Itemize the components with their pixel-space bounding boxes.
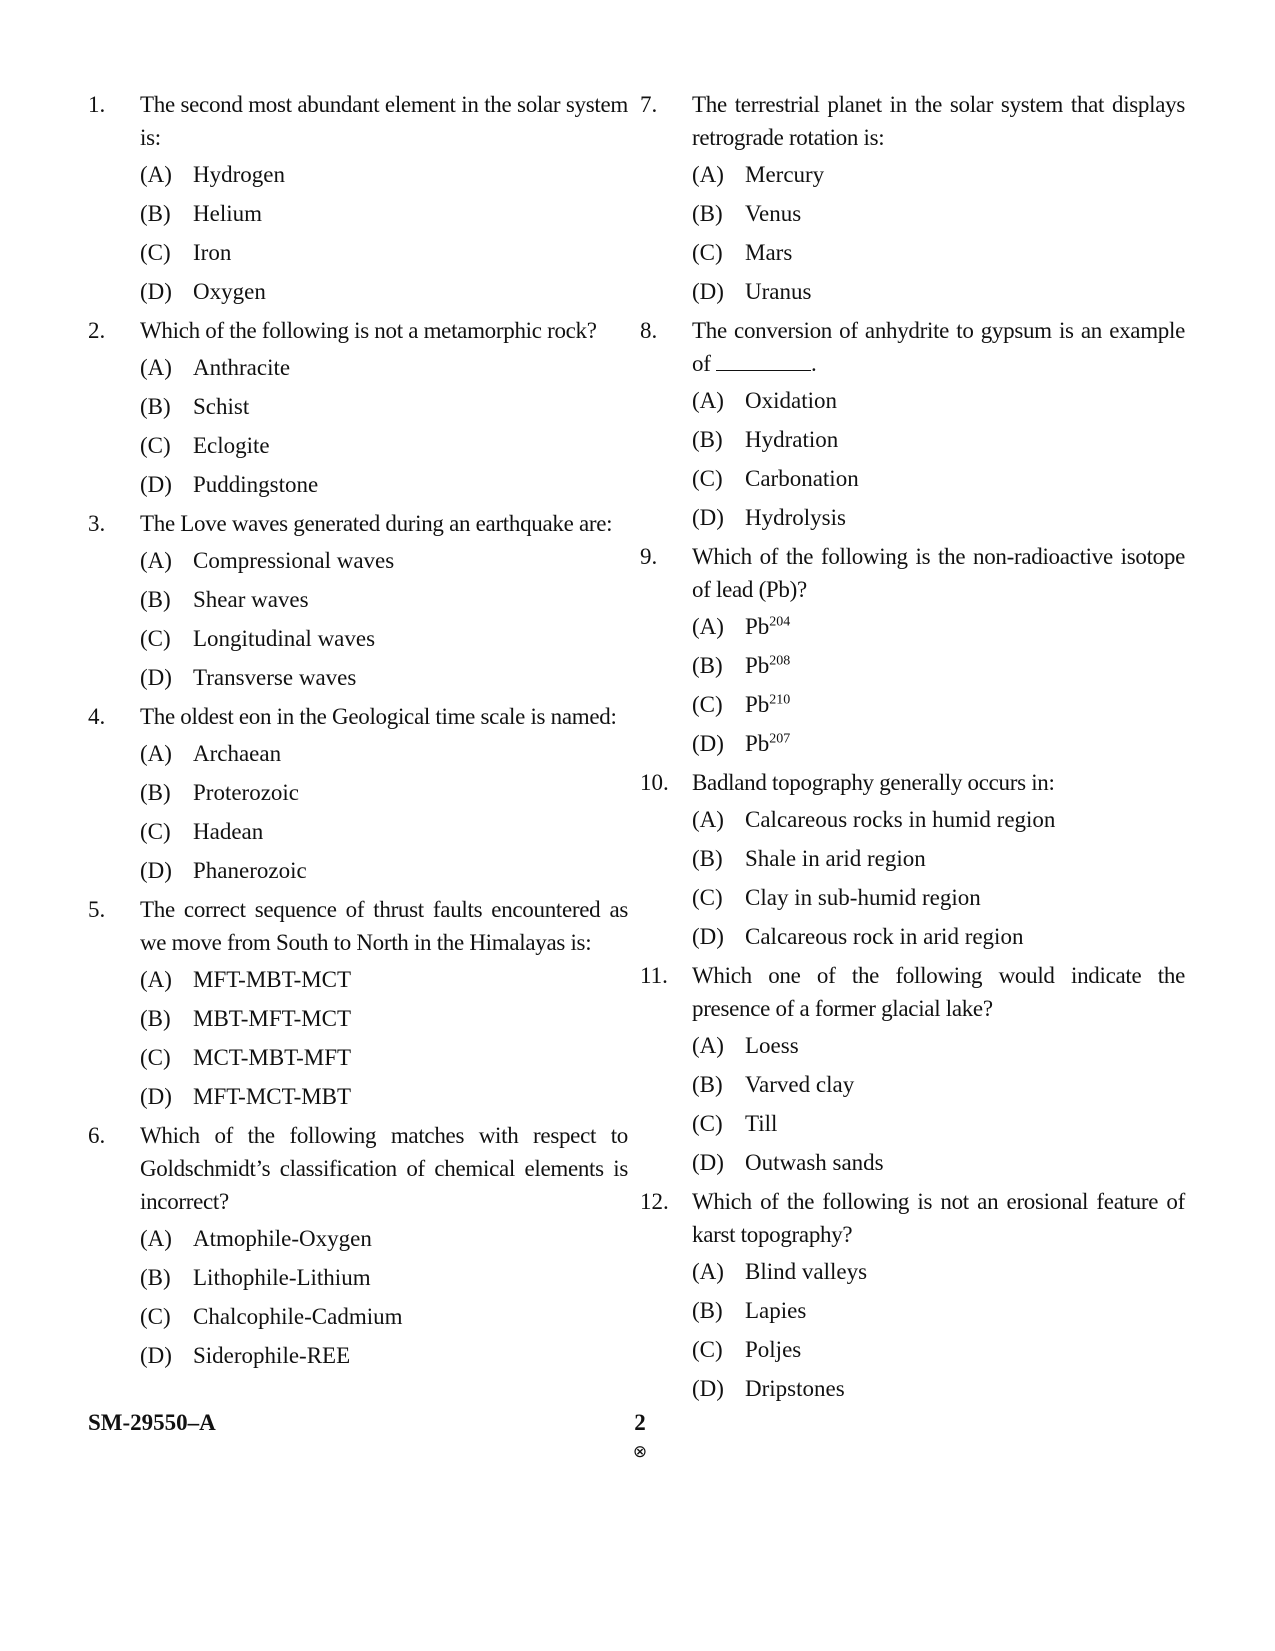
option-label: (A): [140, 1226, 172, 1251]
option-c: [692, 1106, 1185, 1142]
option-text: Lapies: [745, 1298, 807, 1323]
option-label: (C): [692, 466, 723, 491]
isotope-mass: 208: [769, 653, 791, 669]
option-text: Loess: [745, 1033, 799, 1058]
option-a: [692, 1028, 1185, 1064]
option-a: [140, 736, 628, 772]
option-text: Siderophile-REE: [193, 1343, 351, 1368]
option-c: [140, 428, 628, 464]
option-c: [692, 687, 1185, 723]
question-text: The second most abundant element in the solar system is:: [140, 92, 628, 150]
question-text: The correct sequence of thrust faults encountered as we move from South to North in the Himalayas is:: [140, 897, 628, 955]
option-b: [692, 1293, 1185, 1329]
option-text: Clay in sub-humid region: [745, 885, 981, 910]
option-b: [140, 389, 628, 425]
option-text: MCT-MBT-MFT: [193, 1045, 352, 1070]
question-text-suffix: .: [811, 351, 817, 376]
option-a: [692, 609, 1185, 645]
option-text: Archaean: [193, 741, 282, 766]
option-a: [140, 543, 628, 579]
question-9: [640, 540, 1185, 762]
option-d: [140, 1079, 628, 1115]
question-number: 3.: [88, 511, 106, 536]
option-d: [140, 853, 628, 889]
option-label: (A): [140, 355, 172, 380]
option-label: (B): [140, 780, 171, 805]
option-label: (A): [140, 741, 172, 766]
option-c: [140, 1040, 628, 1076]
option-label: (D): [140, 858, 172, 883]
option-label: (B): [692, 427, 723, 452]
option-label: (A): [692, 614, 724, 639]
question-number: 8.: [640, 318, 658, 343]
option-c: [692, 235, 1185, 271]
option-label: (D): [692, 505, 724, 530]
option-label: (A): [692, 388, 724, 413]
option-a: [692, 802, 1185, 838]
element-symbol: Pb: [745, 731, 770, 756]
option-text: Eclogite: [193, 433, 270, 458]
left-column: [88, 88, 628, 1374]
option-label: (B): [692, 201, 723, 226]
option-label: (A): [692, 1033, 724, 1058]
booklet-code: SM-29550–A: [88, 1410, 216, 1435]
option-label: (D): [140, 665, 172, 690]
option-text: Calcareous rock in arid region: [745, 924, 1024, 949]
question-number: 2.: [88, 318, 106, 343]
option-label: (A): [140, 548, 172, 573]
option-d: [692, 274, 1185, 310]
option-a: [692, 383, 1185, 419]
option-text: Proterozoic: [193, 780, 300, 805]
option-text: Hydration: [745, 427, 839, 452]
option-label: (C): [692, 692, 723, 717]
option-text: Oxidation: [745, 388, 837, 413]
isotope-mass: 207: [769, 731, 791, 747]
option-text: Longitudinal waves: [193, 626, 376, 651]
question-4: [88, 700, 628, 889]
option-d: [692, 726, 1185, 762]
question-text: The oldest eon in the Geological time scale is named:: [140, 704, 617, 729]
option-text: Dripstones: [745, 1376, 845, 1401]
question-8: [640, 314, 1185, 536]
option-text: Shear waves: [193, 587, 309, 612]
isotope-mass: 204: [769, 614, 791, 630]
option-label: (C): [692, 885, 723, 910]
option-text: Till: [745, 1111, 778, 1136]
option-label: (A): [692, 807, 724, 832]
option-d: [692, 919, 1185, 955]
option-label: (B): [140, 394, 171, 419]
option-label: (D): [140, 1343, 172, 1368]
option-label: (D): [140, 472, 172, 497]
option-text: Shale in arid region: [745, 846, 926, 871]
answer-blank: [716, 350, 811, 371]
option-text: Lithophile-Lithium: [193, 1265, 371, 1290]
option-text: Atmophile-Oxygen: [193, 1226, 372, 1251]
question-6: [88, 1119, 628, 1374]
question-text: The terrestrial planet in the solar system that displays retrograde rotation is:: [692, 92, 1185, 150]
option-text: Puddingstone: [193, 472, 319, 497]
option-d: [140, 274, 628, 310]
option-text: MFT-MBT-MCT: [193, 967, 352, 992]
option-c: [140, 235, 628, 271]
option-label: (C): [140, 433, 171, 458]
question-number: 5.: [88, 897, 106, 922]
option-text: Chalcophile-Cadmium: [193, 1304, 403, 1329]
question-text: Which one of the following would indicate the presence of a former glacial lake?: [692, 963, 1185, 1021]
question-2: [88, 314, 628, 503]
option-label: (C): [140, 626, 171, 651]
option-label: (D): [692, 1376, 724, 1401]
option-d: [692, 1371, 1185, 1407]
option-text: Poljes: [745, 1337, 802, 1362]
question-11: [640, 959, 1185, 1181]
isotope-mass: 210: [769, 692, 791, 708]
question-text: Which of the following is the non-radioactive isotope of lead (Pb)?: [692, 544, 1185, 602]
option-label: (B): [692, 653, 723, 678]
question-number: 12.: [640, 1189, 669, 1214]
option-text: Compressional waves: [193, 548, 395, 573]
option-b: [692, 196, 1185, 232]
option-label: (C): [140, 819, 171, 844]
option-c: [692, 461, 1185, 497]
question-number: 11.: [640, 963, 668, 988]
option-a: [140, 1221, 628, 1257]
option-text: Iron: [193, 240, 232, 265]
question-number: 1.: [88, 92, 106, 117]
option-label: (C): [140, 240, 171, 265]
right-column: [640, 88, 1185, 1407]
option-text: Hydrolysis: [745, 505, 846, 530]
option-text: MBT-MFT-MCT: [193, 1006, 352, 1031]
option-text: [745, 687, 1185, 723]
option-label: (B): [140, 201, 171, 226]
question-number: 7.: [640, 92, 658, 117]
option-label: (B): [692, 846, 723, 871]
option-label: (C): [140, 1304, 171, 1329]
option-text: Schist: [193, 394, 250, 419]
option-b: [140, 775, 628, 811]
option-label: (B): [140, 587, 171, 612]
question-text: The Love waves generated during an earthquake are:: [140, 511, 613, 536]
option-b: [140, 1260, 628, 1296]
option-b: [140, 1001, 628, 1037]
option-text: Uranus: [745, 279, 812, 304]
option-text: Transverse waves: [193, 665, 357, 690]
question-text-main: The conversion of anhydrite to gypsum is an example of: [692, 318, 1185, 376]
option-d: [140, 1338, 628, 1374]
question-number: 9.: [640, 544, 658, 569]
option-text: Blind valleys: [745, 1259, 868, 1284]
option-b: [692, 841, 1185, 877]
option-b: [692, 422, 1185, 458]
question-7: [640, 88, 1185, 310]
option-label: (D): [140, 1084, 172, 1109]
option-a: [140, 962, 628, 998]
option-c: [140, 1299, 628, 1335]
option-text: [745, 609, 1185, 645]
question-number: 10.: [640, 770, 669, 795]
question-number: 6.: [88, 1123, 106, 1148]
option-text: MFT-MCT-MBT: [193, 1084, 352, 1109]
option-text: Oxygen: [193, 279, 266, 304]
question-10: [640, 766, 1185, 955]
option-text: [745, 726, 1185, 762]
option-d: [140, 660, 628, 696]
option-d: [140, 467, 628, 503]
page-number: 2: [634, 1410, 646, 1435]
option-c: [692, 1332, 1185, 1368]
option-text: Anthracite: [193, 355, 291, 380]
option-label: (B): [140, 1006, 171, 1031]
option-c: [692, 880, 1185, 916]
option-a: [692, 1254, 1185, 1290]
option-text: Helium: [193, 201, 262, 226]
option-a: [140, 157, 628, 193]
option-label: (D): [140, 279, 172, 304]
question-1: [88, 88, 628, 310]
option-d: [692, 1145, 1185, 1181]
question-number: 4.: [88, 704, 106, 729]
option-b: [692, 648, 1185, 684]
option-text: Venus: [745, 201, 802, 226]
question-12: [640, 1185, 1185, 1407]
circled-times-icon: ⊗: [632, 1442, 648, 1462]
option-label: (C): [692, 1337, 723, 1362]
option-b: [692, 1067, 1185, 1103]
option-label: (D): [692, 731, 724, 756]
option-c: [140, 814, 628, 850]
option-text: Outwash sands: [745, 1150, 884, 1175]
question-text: Badland topography generally occurs in:: [692, 770, 1055, 795]
question-5: [88, 893, 628, 1115]
question-text: Which of the following matches with respect to Goldschmidt’s classification of chemical elements is incorrect?: [140, 1123, 628, 1214]
question-text: Which of the following is not a metamorphic rock?: [140, 318, 597, 343]
option-text: Hadean: [193, 819, 264, 844]
element-symbol: Pb: [745, 692, 770, 717]
option-text: Carbonation: [745, 466, 859, 491]
option-label: (A): [692, 162, 724, 187]
option-a: [140, 350, 628, 386]
option-d: [692, 500, 1185, 536]
option-b: [140, 196, 628, 232]
option-b: [140, 582, 628, 618]
option-label: (C): [692, 1111, 723, 1136]
option-text: Varved clay: [745, 1072, 855, 1097]
option-label: (D): [692, 924, 724, 949]
option-label: (A): [692, 1259, 724, 1284]
option-label: (A): [140, 162, 172, 187]
element-symbol: Pb: [745, 653, 770, 678]
option-text: Mercury: [745, 162, 825, 187]
option-label: (B): [140, 1265, 171, 1290]
option-text: Mars: [745, 240, 793, 265]
option-label: (B): [692, 1072, 723, 1097]
element-symbol: Pb: [745, 614, 770, 639]
option-label: (A): [140, 967, 172, 992]
option-label: (D): [692, 1150, 724, 1175]
question-3: [88, 507, 628, 696]
option-label: (C): [140, 1045, 171, 1070]
option-label: (C): [692, 240, 723, 265]
option-label: (D): [692, 279, 724, 304]
option-a: [692, 157, 1185, 193]
option-c: [140, 621, 628, 657]
question-text: Which of the following is not an erosional feature of karst topography?: [692, 1189, 1185, 1247]
option-text: Calcareous rocks in humid region: [745, 807, 1056, 832]
option-text: Hydrogen: [193, 162, 285, 187]
option-label: (B): [692, 1298, 723, 1323]
option-text: [745, 648, 1185, 684]
question-text: [692, 314, 1185, 380]
option-text: Phanerozoic: [193, 858, 307, 883]
